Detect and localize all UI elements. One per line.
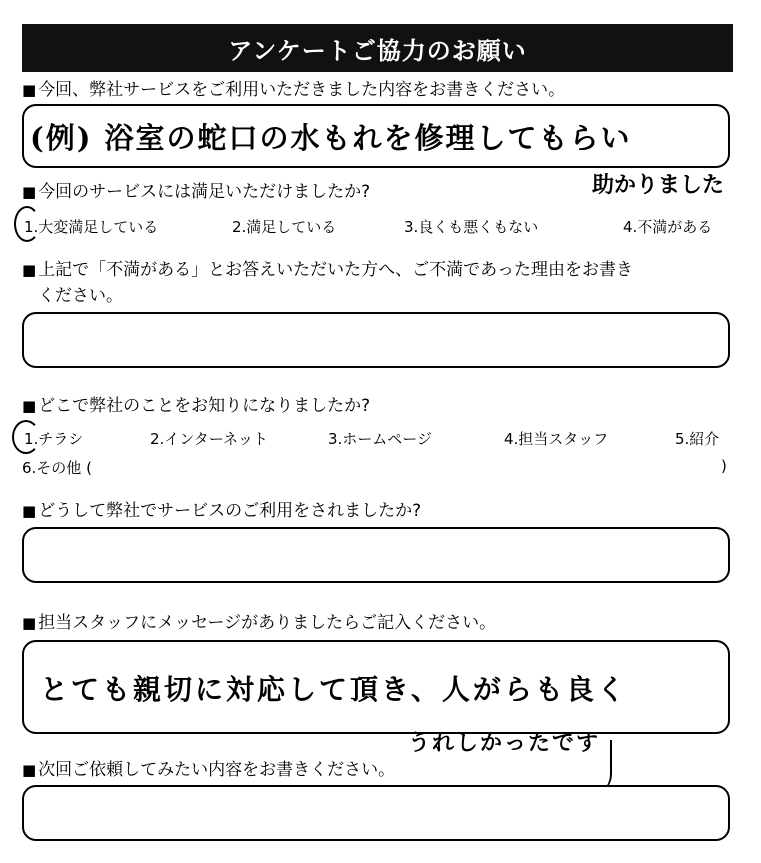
handwritten-answer-6-continued: うれしかったです <box>408 730 601 756</box>
question-1 <box>22 78 565 102</box>
question-6 <box>22 611 496 635</box>
selection-circle <box>14 206 40 242</box>
source-option-1[interactable]: 1.チラシ <box>24 430 84 448</box>
question-2 <box>22 180 370 204</box>
selection-circle <box>12 420 40 454</box>
satisfaction-option-4[interactable]: 4.不満がある <box>623 218 713 236</box>
survey-title <box>22 24 733 72</box>
question-5 <box>22 499 421 523</box>
question-marker: ■ <box>22 261 37 279</box>
question-7-text: 次回ご依頼してみたい内容をお書きください。 <box>38 760 396 780</box>
question-4 <box>22 394 370 418</box>
question-6-text: 担当スタッフにメッセージがありましたらご記入ください。 <box>38 613 497 633</box>
question-marker: ■ <box>22 761 37 779</box>
question-5-text: どうして弊社でサービスのご利用をされましたか? <box>38 501 422 521</box>
answer-box-5[interactable] <box>22 527 730 583</box>
question-marker: ■ <box>22 81 37 99</box>
satisfaction-option-1[interactable]: 1.大変満足している <box>24 218 159 236</box>
handwritten-answer-1-continued: 助かりました <box>592 172 725 198</box>
answer-box-7[interactable] <box>22 785 730 841</box>
answer-box-1[interactable] <box>22 104 730 168</box>
question-1-text: 今回、弊社サービスをご利用いただきました内容をお書きください。 <box>38 80 566 100</box>
source-option-6[interactable]: 6.その他 ( <box>22 459 92 477</box>
question-marker: ■ <box>22 397 37 415</box>
survey-title-text: アンケートご協力のお願い <box>228 36 527 65</box>
question-4-text: どこで弊社のことをお知りになりましたか? <box>38 396 371 416</box>
question-3-continued <box>38 284 123 308</box>
source-option-3[interactable]: 3.ホームページ <box>328 430 433 448</box>
handwritten-answer-6: とても親切に対応して頂き、人がらも良く <box>40 673 628 706</box>
question-marker: ■ <box>22 614 37 632</box>
satisfaction-option-2[interactable]: 2.満足している <box>232 218 337 236</box>
answer-box-3[interactable] <box>22 312 730 368</box>
answer-box-6[interactable] <box>22 640 730 734</box>
handwritten-answer-1: (例) 浴室の蛇口の水もれを修理してもらい <box>30 121 632 155</box>
question-3 <box>22 258 633 282</box>
source-option-2[interactable]: 2.インターネット <box>150 430 268 448</box>
question-3-text-line1: 上記で「不満がある」とお答えいただいた方へ、ご不満であった理由をお書き <box>38 260 634 280</box>
question-marker: ■ <box>22 183 37 201</box>
satisfaction-option-3[interactable]: 3.良くも悪くもない <box>404 218 539 236</box>
question-2-text: 今回のサービスには満足いただけましたか? <box>38 182 371 202</box>
question-marker: ■ <box>22 502 37 520</box>
source-option-6-close: ) <box>721 457 727 475</box>
question-7 <box>22 758 395 782</box>
question-3-text-line2: ください。 <box>38 286 123 306</box>
source-option-4[interactable]: 4.担当スタッフ <box>504 430 609 448</box>
source-option-5[interactable]: 5.紹介 <box>675 430 720 448</box>
